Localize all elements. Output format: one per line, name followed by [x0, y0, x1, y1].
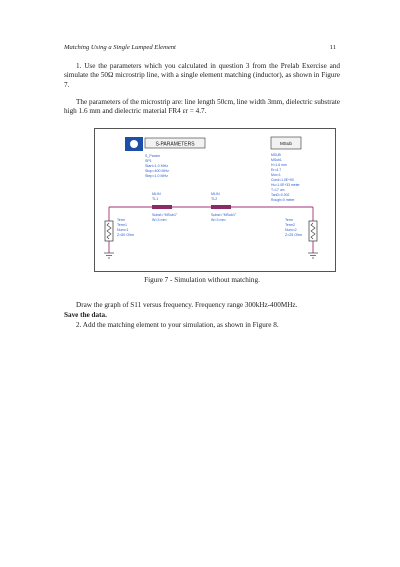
msub-line-5: Hu=1.0E+33 meter: [271, 183, 300, 187]
paragraph-save-data: Save the data.: [64, 311, 107, 319]
sparam-line-1: Start=1.0 MHz: [145, 164, 169, 168]
term2-num: Num=2: [285, 228, 297, 232]
msub-line-1: H=1.6 mm: [271, 163, 287, 167]
sparam-line-3: Step=1.0 MHz: [145, 174, 168, 178]
tl2-subst: Subst="MSub1": [211, 213, 237, 217]
tl2-name: TL2: [211, 197, 218, 201]
msub-block: [271, 137, 301, 202]
schematic-diagram: [95, 129, 335, 271]
paragraph-step-2: 2. Add the matching element to your simulation, as shown in Figure 8.: [76, 321, 279, 329]
msub-line-0: MSub1: [271, 158, 282, 162]
term2-zigzag: [311, 223, 315, 239]
tl1-name: TL1: [152, 197, 159, 201]
term2-type: Term: [285, 218, 293, 222]
term1-type: Term: [117, 218, 125, 222]
tl2-type: MLIN: [211, 192, 220, 196]
msub-line-6: T=17 um: [271, 188, 285, 192]
tl2-strip: [211, 205, 231, 209]
tl1-type: MLIN: [152, 192, 161, 196]
sparam-icon-mark: [130, 140, 138, 148]
tl1-subst: Subst="MSub1": [152, 213, 178, 217]
term1-element: [104, 218, 134, 258]
tl1-strip: [152, 205, 172, 209]
running-title: Matching Using a Single Lumped Element: [64, 44, 176, 51]
sparam-line-0: SP1: [145, 159, 152, 163]
tl1-width: W=3 mm: [152, 218, 167, 222]
term1-zigzag: [107, 223, 111, 239]
paragraph-step-1: 1. Use the parameters which you calculated in question 3 from the Prelab Exercise and simulate the 50Ω microstrip line, with a single element matching (inductor), as shown in Figure 7.: [64, 62, 340, 89]
term2-name: Term2: [285, 223, 295, 227]
term2-z: Z=25 Ohm: [285, 233, 303, 237]
msub-line-7: TanD=0.002: [271, 193, 290, 197]
term2-element: [285, 218, 318, 258]
term1-resistor: [105, 221, 113, 241]
sparam-line-2: Stop=400 MHz: [145, 169, 169, 173]
page-header: [64, 44, 336, 51]
paragraph-microstrip-params: The parameters of the microstrip are: line length 50cm, line width 3mm, dielectric substrate high 1.6 mm and dielectric material FR4 εr = 4.7.: [64, 98, 340, 116]
sparam-block: [125, 137, 205, 178]
figure-caption: Figure 7 - Simulation without matching.: [144, 276, 260, 284]
msub-title: MSub: [279, 141, 293, 146]
msub-line-4: Cond=1.0E+50: [271, 178, 294, 182]
msub-line-8: Rough=0 meter: [271, 198, 295, 202]
term1-name: Term1: [117, 223, 127, 227]
sparam-title: S-PARAMETERS: [155, 141, 195, 148]
schematic-figure: [94, 128, 336, 272]
page-number: 11: [329, 44, 336, 51]
msub-name: MSUB: [271, 153, 281, 157]
term1-num: Num=1: [117, 228, 129, 232]
msub-line-2: Er=4.7: [271, 168, 282, 172]
msub-line-3: Mur=1: [271, 173, 281, 177]
term2-resistor: [309, 221, 317, 241]
paragraph-draw-graph: Draw the graph of S11 versus frequency. Frequency range 300kHz-400MHz.: [76, 301, 298, 309]
sparam-name: S_Param: [145, 154, 160, 158]
term1-z: Z=50 Ohm: [117, 233, 135, 237]
tl2-width: W=3 mm: [211, 218, 226, 222]
